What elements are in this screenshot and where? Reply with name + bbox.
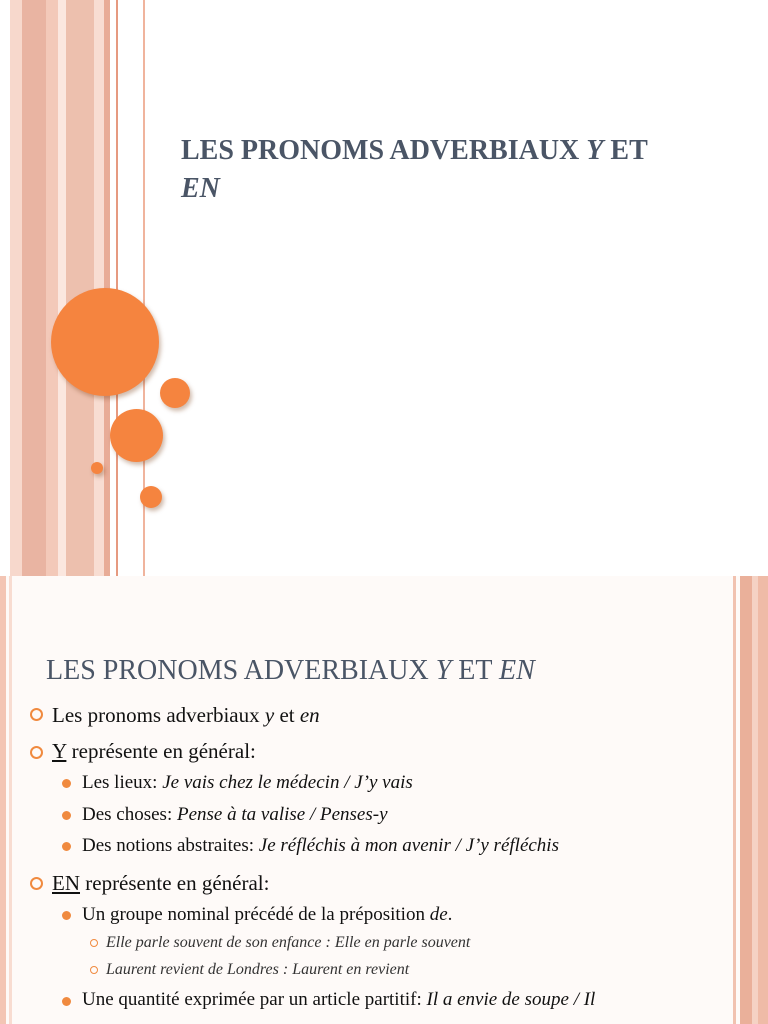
title-text: LES PRONOMS ADVERBIAUX	[181, 135, 587, 166]
sub-bullet-example: Je réfléchis à mon avenir / J’y réfléchis	[258, 835, 559, 856]
decor-strip	[740, 576, 752, 1024]
sub-bullet-example: Je vais chez le médecin / J’y vais	[162, 772, 413, 793]
bullet-emphasis: en	[299, 703, 320, 727]
sub-bullet-emphasis: de	[429, 904, 448, 925]
decor-circle	[140, 486, 162, 508]
sub-bullet-icon	[62, 779, 71, 788]
sub-bullet-label: Un groupe nominal précédé de la préposition	[82, 904, 430, 925]
sub-sub-bullet-icon	[90, 939, 98, 947]
title-y: Y	[435, 655, 452, 686]
title-en: EN	[181, 173, 220, 204]
sub-sub-bullet-item	[106, 934, 470, 952]
content-title	[46, 655, 535, 687]
bullet-icon	[30, 877, 43, 890]
sub-bullet-item	[82, 835, 559, 857]
decor-circle	[160, 378, 190, 408]
sub-bullet-item	[82, 772, 413, 794]
bullet-text: et	[274, 703, 300, 727]
decor-strip	[733, 576, 736, 1024]
bullet-icon	[30, 708, 43, 721]
sub-sub-bullet-example: Laurent revient de Londres : Laurent en revient	[106, 961, 410, 978]
decor-strip	[58, 0, 66, 576]
sub-bullet-item	[82, 989, 595, 1011]
bullet-icon	[30, 746, 43, 759]
bullet-emphasis: y	[264, 703, 275, 727]
sub-bullet-example: Il a envie de soupe / Il	[426, 989, 596, 1010]
content-slide	[0, 576, 768, 1024]
sub-bullet-label: Des notions abstraites:	[82, 835, 259, 856]
sub-bullet-label: Des choses:	[82, 804, 177, 825]
bullet-text: représente en général:	[66, 739, 256, 763]
sub-sub-bullet-example: Elle parle souvent de son enfance : Elle en parle souvent	[106, 934, 471, 951]
decor-strip	[10, 0, 22, 576]
decor-strip	[758, 576, 768, 1024]
sub-bullet-icon	[62, 811, 71, 820]
slide-title	[181, 132, 741, 208]
decor-strip	[116, 0, 118, 576]
decor-strip	[0, 576, 6, 1024]
sub-bullet-label: Les lieux:	[82, 772, 163, 793]
sub-sub-bullet-item	[106, 961, 409, 979]
sub-bullet-icon	[62, 997, 71, 1006]
bullet-text: représente en général:	[80, 871, 270, 895]
bullet-item	[52, 703, 320, 728]
bullet-item	[52, 739, 256, 764]
sub-bullet-item	[82, 804, 388, 826]
decor-circle	[91, 462, 103, 474]
title-text: ET	[451, 655, 499, 686]
sub-bullet-example: Pense à ta valise / Penses-y	[176, 804, 388, 825]
title-text: ET	[603, 135, 648, 166]
title-text: LES PRONOMS ADVERBIAUX	[46, 655, 436, 686]
bullet-underlined: EN	[52, 871, 80, 895]
sub-bullet-icon	[62, 911, 71, 920]
decor-strip	[66, 0, 94, 576]
bullet-item	[52, 871, 269, 896]
sub-bullet-label: Une quantité exprimée par un article partitif:	[82, 989, 427, 1010]
bullet-underlined: Y	[52, 739, 67, 763]
decor-circle-large	[51, 288, 159, 396]
bullet-text: Les pronoms adverbiaux	[52, 703, 265, 727]
decor-strip	[9, 576, 12, 1024]
decor-strip	[46, 0, 58, 576]
sub-bullet-item	[82, 904, 452, 926]
decor-strip	[22, 0, 46, 576]
title-en: EN	[499, 655, 535, 686]
decor-circle	[110, 409, 163, 462]
sub-bullet-text: .	[447, 904, 453, 925]
sub-sub-bullet-icon	[90, 966, 98, 974]
sub-bullet-icon	[62, 842, 71, 851]
title-y: Y	[586, 135, 604, 166]
